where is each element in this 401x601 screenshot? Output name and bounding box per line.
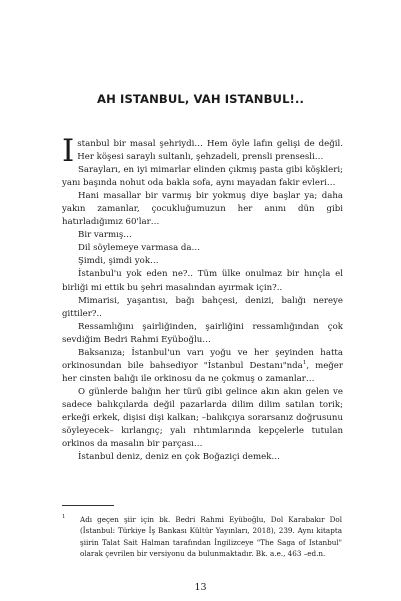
- footnote-divider: [62, 505, 114, 506]
- paragraph: Mimarisi, yaşantısı, bağı bahçesi, denizi, balığı nereye gittiler?..: [62, 295, 343, 319]
- footnote-text: Adı geçen şiir için bk. Bedri Rahmi Eyüboğlu, Dol Karabakır Dol (İstanbul: Türkiye İş Bankası Kültür Yayınları, 2018), 239. Aynı kitapta şiirin Talat Sait Halman tarafından İngilizceye "The Saga of Istanbul" olarak çevrilen bir versiyonu da bulunmaktadır. Bk. a.e., 463 –ed.n.: [80, 515, 342, 559]
- paragraph: İstanbul deniz, deniz en çok Boğaziçi demek…: [78, 452, 281, 463]
- paragraph-with-footnote: [62, 347, 343, 386]
- paragraph: O günlerde balığın her türü gibi gelince akın akın gelen ve sadece balıkçılarda değil pazarlarda dilim dilim satılan torik; erkeği erkek, dişisi dişi kalkan; –balıkçıya sorarsanız doğrusunu söyleyecek– kırlangıç; yalı rıhtımlarında kepçelerle tutulan orkinos da masalın bir parçası…: [62, 386, 343, 450]
- paragraph-text: Baksanıza; İstanbul'un varı yoğu ve her şeyinden hatta orkinosundan bile bahsediyor "İstanbul Destanı"nda: [62, 347, 343, 371]
- footnote-reference[interactable]: 1: [302, 359, 307, 366]
- paragraph: Ressamlığını şairliğinden, şairliğini ressamlığından çok sevdiğim Bedri Rahmi Eyüboğlu…: [62, 321, 343, 345]
- paragraph: Hani masallar bir varmış bir yokmuş diye başlar ya; daha yakın zamanlar, çocukluğumuzun her anını dün gibi hatırladığımız 60'lar…: [62, 191, 343, 228]
- paragraph-text: , meğer her cinsten balığı ile orkinosu da ne çokmuş o zamanlar…: [62, 360, 343, 384]
- first-paragraph-text: stanbul bir masal şehriydi… Hem öyle lafın gelişi de değil. Her köşesi saraylı sultanlı, şehzadeli, prensli prensesli…: [77, 139, 343, 163]
- page-number: 13: [194, 582, 207, 593]
- body-text: [62, 133, 343, 464]
- paragraph: İstanbul'u yok eden ne?.. Tüm ülke onulmaz bir hınçla el birliği mi ettik bu şehri masalından ayırmak için?..: [62, 269, 343, 293]
- chapter-title: AH ISTANBUL, VAH ISTANBUL!..: [97, 92, 304, 106]
- paragraph: Sarayları, en iyi mimarlar elinden çıkmış pasta gibi köşkleri; yanı başında nohut oda bakla sofa, aynı mayadan fakir evleri…: [62, 165, 343, 189]
- first-paragraph: [62, 133, 343, 169]
- paragraph: Şimdi, şimdi yok…: [78, 256, 159, 267]
- paragraph: Bir varmış…: [78, 230, 132, 241]
- paragraph: Dil söylemeye varmasa da…: [78, 243, 201, 254]
- dropcap: I: [62, 133, 75, 169]
- footnote: [62, 514, 342, 560]
- footnote-number: 1: [62, 514, 66, 520]
